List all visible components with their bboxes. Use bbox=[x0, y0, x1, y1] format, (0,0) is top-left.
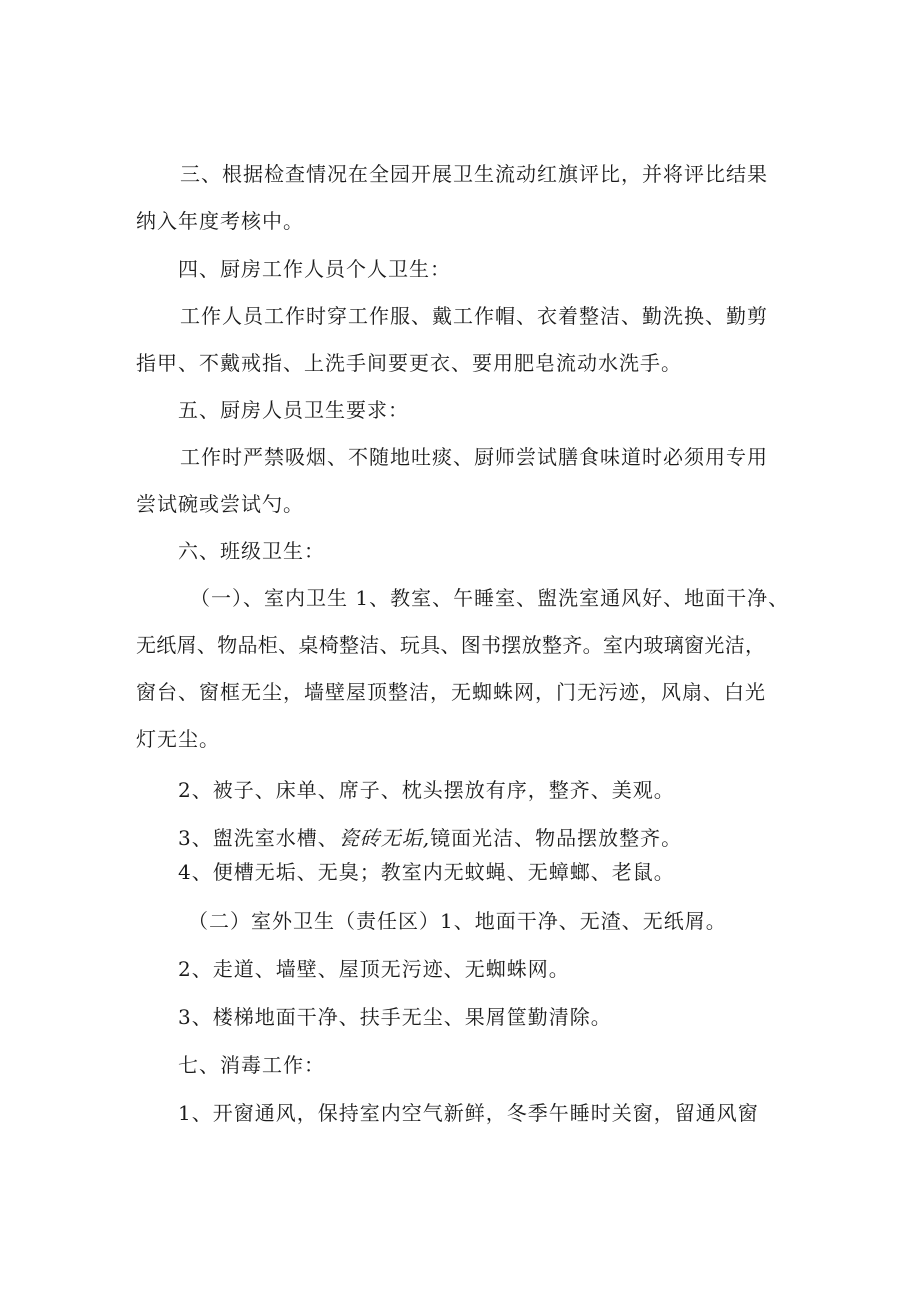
paragraph-line: 工作人员工作时穿工作服、戴工作帽、衣着整洁、勤洗换、勤剪 bbox=[180, 304, 768, 328]
paragraph-line: 灯无尘。 bbox=[136, 727, 220, 751]
list-item: 4、便槽无垢、无臭；教室内无蚊蝇、无蟑螂、老鼠。 bbox=[178, 860, 675, 884]
section-heading: 六、班级卫生： bbox=[178, 539, 325, 563]
paragraph-line: 窗台、窗框无尘，墙壁屋顶整洁，无蜘蛛网，门无污迹，风扇、白光 bbox=[136, 680, 766, 704]
section-heading: 五、厨房人员卫生要求： bbox=[178, 398, 409, 422]
list-item bbox=[178, 824, 682, 852]
list-item: 3、楼梯地面干净、扶手无尘、果屑筐勤清除。 bbox=[178, 1005, 612, 1029]
paragraph-line: （二）室外卫生（责任区）1、地面干净、无渣、无纸屑。 bbox=[188, 909, 727, 933]
list-item: 2、被子、床单、席子、枕头摆放有序，整齐、美观。 bbox=[178, 778, 675, 802]
list-item-text: 3、盥洗室水槽、 bbox=[178, 826, 339, 850]
list-item: 2、走道、墙壁、屋顶无污迹、无蜘蛛网。 bbox=[178, 957, 570, 981]
paragraph-line: （一）、室内卫生 1、教室、午睡室、盥洗室通风好、地面干净、 bbox=[190, 586, 790, 610]
paragraph-line: 指甲、不戴戒指、上洗手间要更衣、要用肥皂流动水洗手。 bbox=[136, 351, 682, 375]
paragraph-line: 工作时严禁吸烟、不随地吐痰、厨师尝试膳食味道时必须用专用 bbox=[180, 445, 768, 469]
list-item: 1、开窗通风，保持室内空气新鲜，冬季午睡时关窗，留通风窗 bbox=[178, 1101, 759, 1125]
paragraph-line: 三、根据检查情况在全园开展卫生流动红旗评比，并将评比结果 bbox=[180, 162, 768, 186]
paragraph-line: 尝试碗或尝试勺。 bbox=[136, 492, 304, 516]
list-item-italic-text: 瓷砖无垢, bbox=[338, 826, 431, 850]
list-item-text: 镜面光洁、物品摆放整齐。 bbox=[430, 826, 683, 850]
paragraph-line: 无纸屑、物品柜、桌椅整洁、玩具、图书摆放整齐。室内玻璃窗光洁， bbox=[136, 633, 766, 657]
section-heading: 七、消毒工作： bbox=[178, 1053, 325, 1077]
section-heading: 四、厨房工作人员个人卫生： bbox=[178, 257, 451, 281]
paragraph-line: 纳入年度考核中。 bbox=[136, 209, 304, 233]
